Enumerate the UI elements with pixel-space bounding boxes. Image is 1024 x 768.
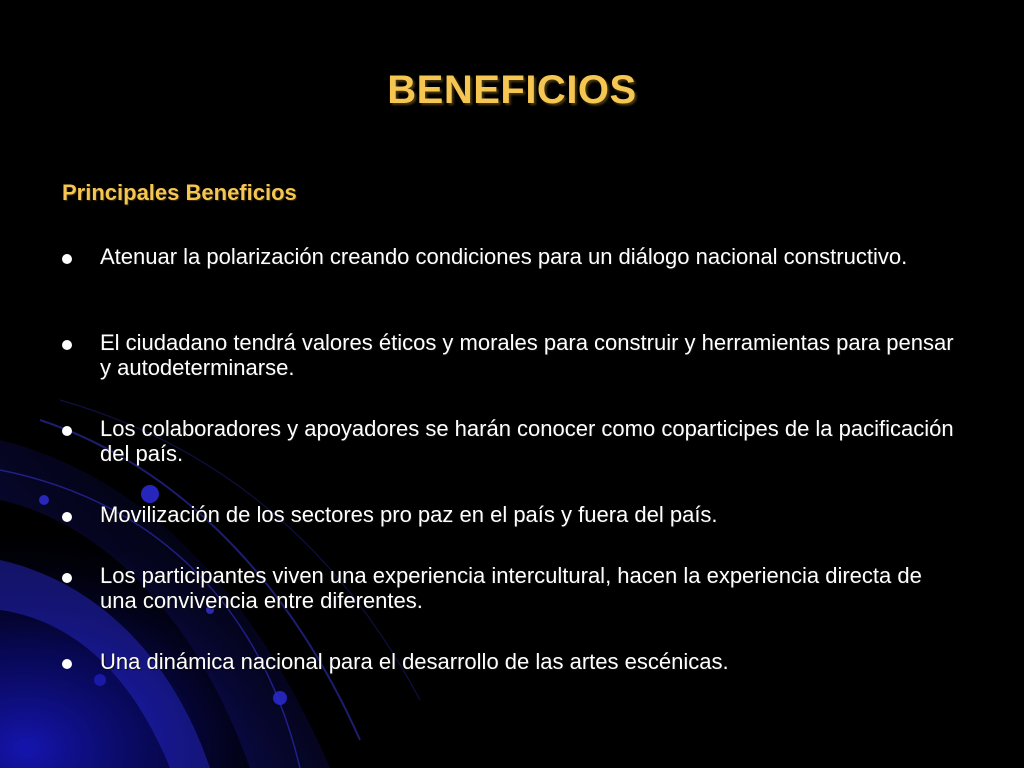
list-item-text: Una dinámica nacional para el desarrollo de las artes escénicas. xyxy=(100,649,729,674)
list-item-text: El ciudadano tendrá valores éticos y morales para construir y herramientas para pensar y autodeterminarse. xyxy=(100,330,954,380)
list-item-text: Los colaboradores y apoyadores se harán conocer como coparticipes de la pacificación del país. xyxy=(100,416,954,466)
bullet-icon xyxy=(62,426,72,436)
bullet-icon xyxy=(62,254,72,264)
bullet-icon xyxy=(62,340,72,350)
list-item-text: Atenuar la polarización creando condiciones para un diálogo nacional constructivo. xyxy=(100,244,908,269)
list-item-text: Movilización de los sectores pro paz en el país y fuera del país. xyxy=(100,502,718,527)
bullet-icon xyxy=(62,512,72,522)
bullet-icon xyxy=(62,573,72,583)
slide-subtitle: Principales Beneficios xyxy=(62,180,297,205)
list-item-text: Los participantes viven una experiencia intercultural, hacen la experiencia directa de una convivencia entre diferentes. xyxy=(100,563,922,613)
bullet-icon xyxy=(62,659,72,669)
slide-title: BENEFICIOS xyxy=(387,68,637,112)
